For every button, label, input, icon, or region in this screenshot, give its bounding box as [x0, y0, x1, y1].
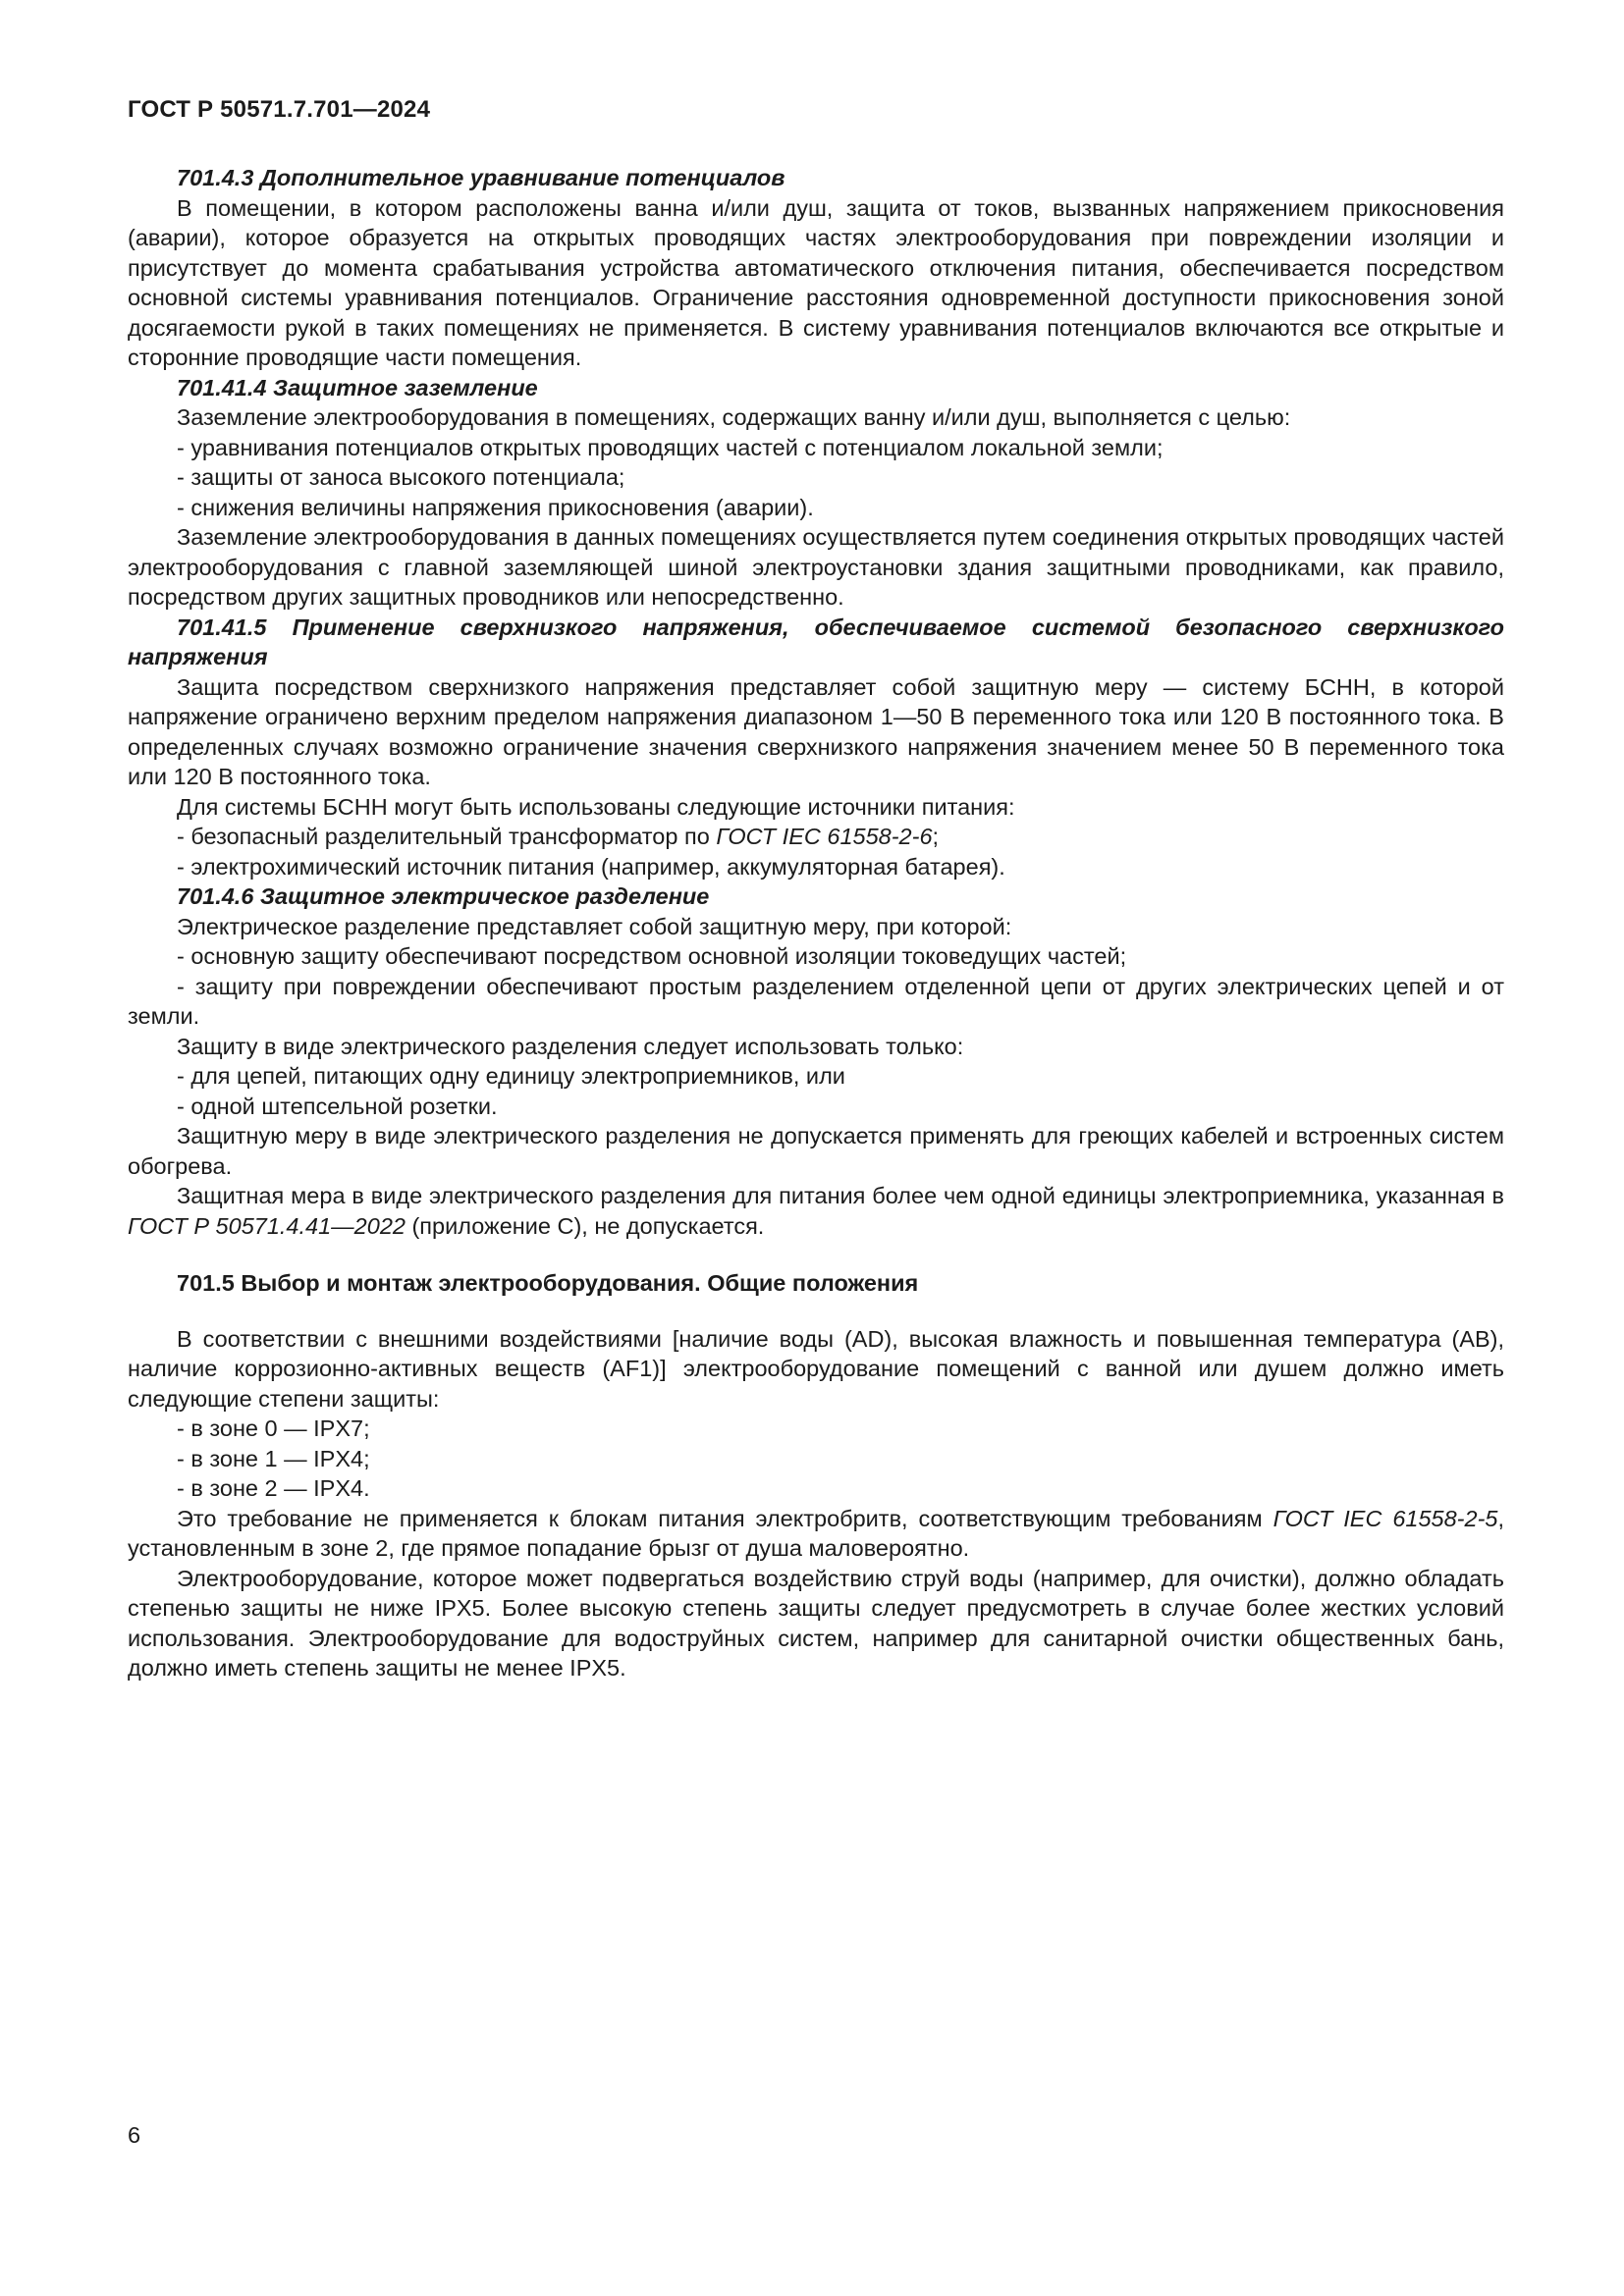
- list-item: [128, 1414, 1504, 1444]
- text-run: , установленным в зоне 2, где прямое попадание брызг от душа маловероятно.: [128, 1505, 1504, 1561]
- text-run: - в зоне 0 — IPX7;: [177, 1415, 370, 1441]
- text-run: 701.41.4 Защитное заземление: [177, 374, 538, 400]
- text-run: Для системы БСНН могут быть использованы следующие источники питания:: [177, 793, 1015, 820]
- text-run: Это требование не применяется к блокам питания электробритв, соответствующим требованиям: [177, 1505, 1273, 1531]
- text-run: В соответствии с внешними воздействиями [наличие воды (AD), высокая влажность и повышенная температура (AB), наличие коррозионно-активных веществ (AF1)] электрооборудование помещений с ванной или душем должно иметь следующие степени защиты:: [128, 1325, 1504, 1412]
- section-heading: [128, 1268, 1504, 1299]
- paragraph: [128, 193, 1504, 373]
- text-run: - защиту при повреждении обеспечивают простым разделением отделенной цепи от других электрических цепей и от земли.: [128, 973, 1504, 1029]
- paragraph: [128, 1324, 1504, 1415]
- paragraph: [128, 1121, 1504, 1181]
- subsection-heading: [128, 613, 1504, 672]
- list-item: [128, 433, 1504, 463]
- text-run: - снижения величины напряжения прикосновения (аварии).: [177, 494, 814, 520]
- text-run: ;: [932, 824, 940, 849]
- text-run: 701.4.6 Защитное электрическое разделение: [177, 883, 710, 909]
- text-run: - для цепей, питающих одну единицу электроприемников, или: [177, 1063, 845, 1089]
- text-run: Заземление электрооборудования в данных помещениях осуществляется путем соединения открытых проводящих частей электрооборудования с главной заземляющей шиной электроустановки здания защитными проводниками, как правило, посредством других защитных проводников или непосредственно.: [128, 524, 1504, 610]
- text-run: - одной штепсельной розетки.: [177, 1093, 498, 1119]
- text-run: - защиты от заноса высокого потенциала;: [177, 464, 625, 490]
- paragraph: [128, 1564, 1504, 1683]
- list-item: [128, 1092, 1504, 1122]
- text-run: - в зоне 2 — IPX4.: [177, 1475, 370, 1501]
- document-header: ГОСТ Р 50571.7.701—2024: [128, 96, 431, 123]
- subsection-heading: [128, 163, 1504, 193]
- paragraph: [128, 1181, 1504, 1241]
- text-run: Заземление электрооборудования в помещениях, содержащих ванну и/или душ, выполняется с целью:: [177, 404, 1291, 430]
- subsection-heading: [128, 881, 1504, 912]
- paragraph: [128, 1504, 1504, 1564]
- text-run: 701.4.3 Дополнительное уравнивание потенциалов: [177, 165, 785, 190]
- paragraph: [128, 672, 1504, 792]
- text-run: 701.41.5 Применение сверхнизкого напряжения, обеспечиваемое системой безопасного сверхнизкого напряжения: [128, 614, 1504, 669]
- text-run: - основную защиту обеспечивают посредством основной изоляции токоведущих частей;: [177, 943, 1127, 969]
- paragraph: [128, 792, 1504, 823]
- text-run: Электрооборудование, которое может подвергаться воздействию струй воды (например, для очистки), должно обладать степенью защиты не ниже IPX5. Более высокую степень защиты следует предусмотреть в случае более жестких условий использования. Электрооборудование для водоструйных систем, например для санитарной очистки общественных бань, должно иметь степень защиты не менее IPX5.: [128, 1565, 1504, 1681]
- text-run: В помещении, в котором расположены ванна и/или душ, защита от токов, вызванных напряжением прикосновения (аварии), которое образуется на открытых проводящих частях электрооборудования при повреждении изоляции и присутствует до момента срабатывания устройства автоматического отключения питания, обеспечивается посредством основной системы уравнивания потенциалов. Ограничение расстояния одновременной доступности прикосновения зоной досягаемости рукой в таких помещениях не применяется. В систему уравнивания потенциалов включаются все открытые и сторонние проводящие части помещения.: [128, 194, 1504, 370]
- text-run: - электрохимический источник питания (например, аккумуляторная батарея).: [177, 853, 1005, 880]
- paragraph: [128, 1032, 1504, 1062]
- text-run: - в зоне 1 — IPX4;: [177, 1445, 370, 1471]
- reference-italic: ГОСТ Р 50571.4.41—2022: [128, 1212, 406, 1239]
- text-run: Электрическое разделение представляет собой защитную меру, при которой:: [177, 913, 1012, 939]
- list-item: [128, 972, 1504, 1032]
- list-item: [128, 1444, 1504, 1474]
- list-item: [128, 852, 1504, 882]
- document-body: [128, 163, 1504, 1683]
- text-run: - уравнивания потенциалов открытых проводящих частей с потенциалом локальной земли;: [177, 434, 1164, 460]
- text-run: 701.5 Выбор и монтаж электрооборудования. Общие положения: [177, 1270, 919, 1296]
- paragraph: [128, 912, 1504, 942]
- text-run: Защитная мера в виде электрического разделения для питания более чем одной единицы электроприемника, указанная в: [177, 1183, 1504, 1208]
- reference-italic: ГОСТ IEC 61558-2-6: [716, 824, 933, 849]
- reference-italic: ГОСТ IEC 61558-2-5: [1272, 1505, 1498, 1531]
- text-run: - безопасный разделительный трансформатор по: [177, 824, 717, 849]
- text-run: (приложение С), не допускается.: [405, 1212, 765, 1239]
- text-run: Защитную меру в виде электрического разделения не допускается применять для греющих кабелей и встроенных систем обогрева.: [128, 1123, 1504, 1179]
- list-item: [128, 1473, 1504, 1504]
- page-number: 6: [128, 2122, 141, 2148]
- list-item: [128, 941, 1504, 972]
- list-item: [128, 493, 1504, 523]
- paragraph: [128, 522, 1504, 613]
- text-run: Защита посредством сверхнизкого напряжения представляет собой защитную меру — систему БСНН, в которой напряжение ограничено верхним пределом напряжения диапазоном 1—50 В переменного тока или 120 В постоянного тока. В определенных случаях возможно ограничение значения сверхнизкого напряжения значением менее 50 В переменного тока или 120 В постоянного тока.: [128, 673, 1504, 789]
- list-item: [128, 822, 1504, 852]
- subsection-heading: [128, 373, 1504, 403]
- text-run: Защиту в виде электрического разделения следует использовать только:: [177, 1033, 964, 1059]
- paragraph: [128, 402, 1504, 433]
- list-item: [128, 462, 1504, 493]
- list-item: [128, 1061, 1504, 1092]
